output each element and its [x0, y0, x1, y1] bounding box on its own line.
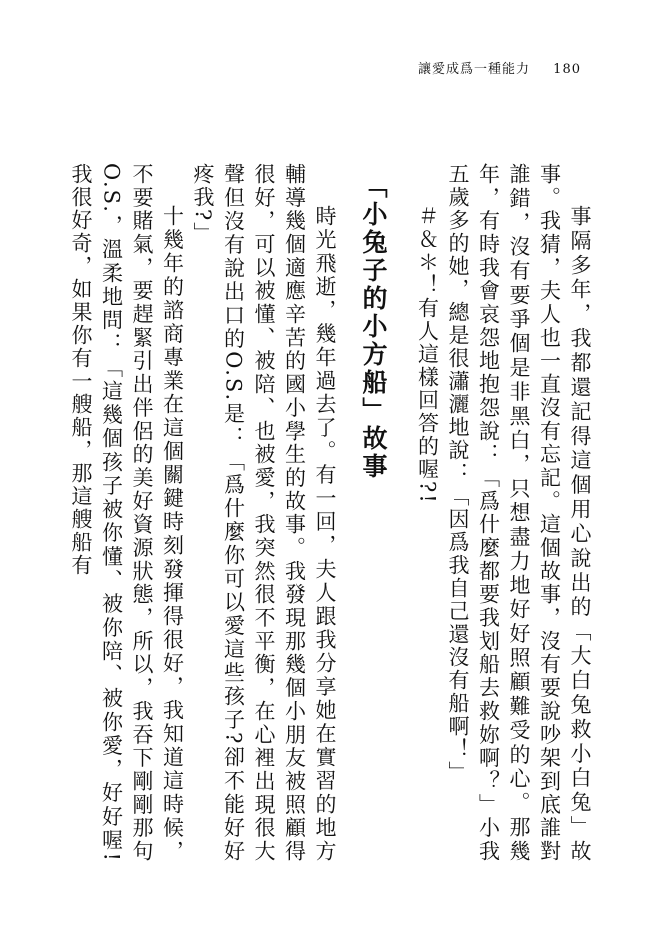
paragraph-story-recap: 事隔多年，我都還記得這個用心說出的「大白兔救小白兔」故事。我猜，夫人也一直沒有忘記。這個故事，沒有要說吵架到底誰對誰錯，沒有要爭個是非黑白，只想盡力地好好照顧難受的心。那幾年，有時我會哀怨地抱怨說：「爲什麼都要我划船去救妳啊？」小我五歲多的她，總是很瀟灑地說：「因爲我自己還沒有船啊！」 — [446, 163, 592, 863]
vertical-text-body — [69, 163, 595, 863]
running-header — [418, 58, 581, 77]
paragraph-counseling: 十幾年的諮商專業在這個關鍵時刻發揮得很好，我知道這時候，不要賭氣，要趕緊引出伴侶的美好資源狀態，所以，我吞下剛剛那句O.S.，溫柔地問：「這幾個孩子被你懂、被你陪、被你愛，好好喔!我很好奇，如果你有一艘船，那這艘船有 — [69, 163, 185, 863]
paragraph-time-passed: 時光飛逝，幾年過去了。有一回，夫人跟我分享她在實習的地方輔導幾個適應辛苦的國小學生的故事。我發現那幾個小朋友被照顧得很好，可以被懂、被陪、也被愛，我突然很不平衡，在心裡出現很大聲但沒有說出口的O.S.是：「爲什麼你可以愛這些孩子?卻不能好好疼我?」 — [191, 163, 337, 863]
paragraph-exclamation: ＃＆＊！有人這樣回答的喔?! — [415, 205, 440, 505]
page-number: 180 — [553, 62, 581, 77]
book-title: 讓愛成爲一種能力 — [418, 62, 531, 77]
section-heading: 「小兔子的小方船」故事 — [359, 173, 388, 481]
